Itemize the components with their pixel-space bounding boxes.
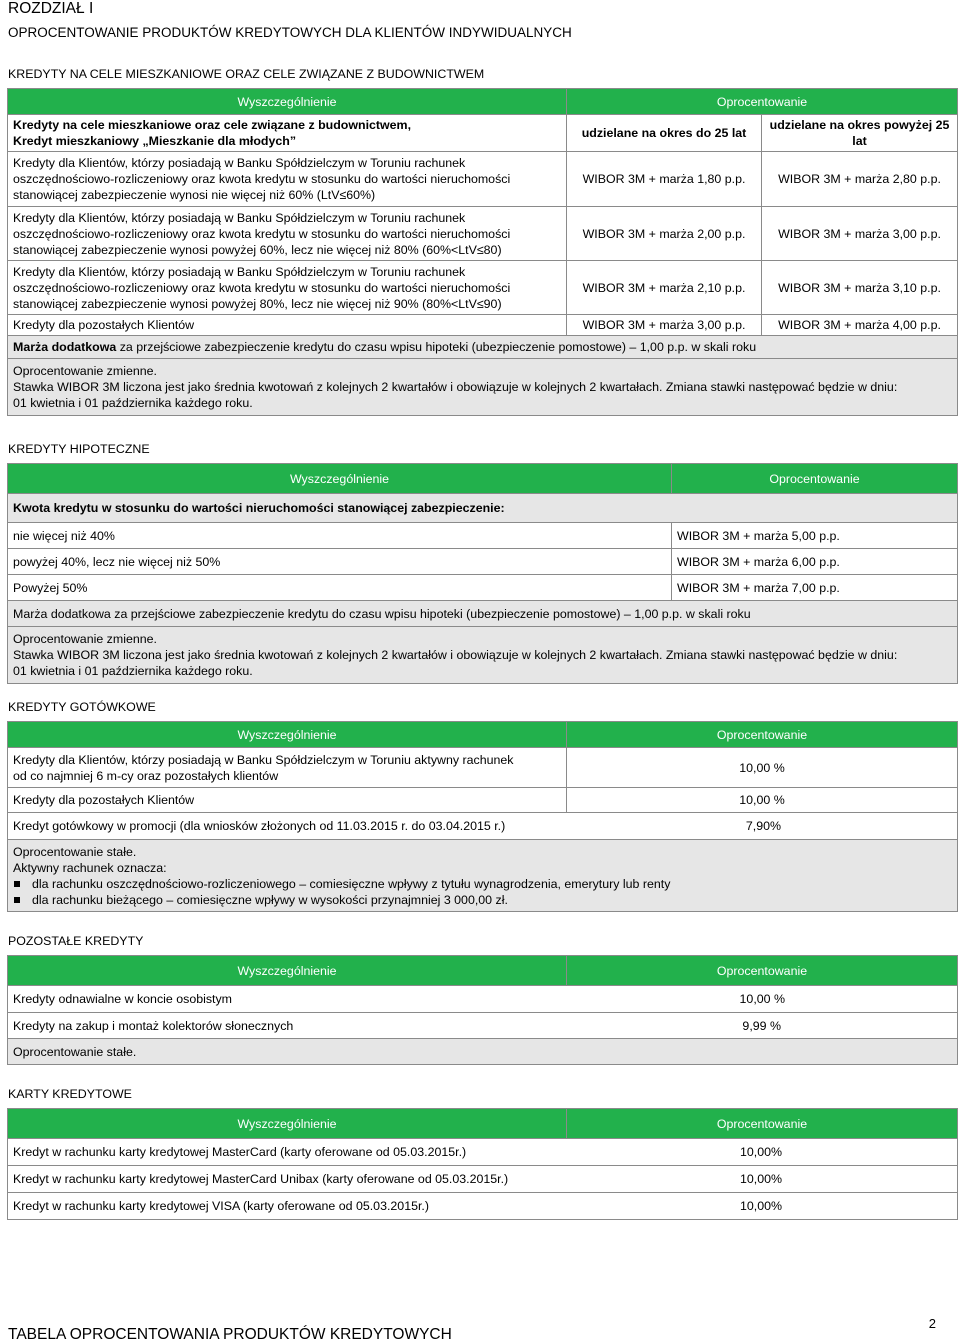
- row-text: Kredyty dla Klientów, którzy posiadają w Banku Spółdzielczym w Toruniu rachunek: [13, 210, 466, 225]
- rate-cell: 10,00%: [739, 1172, 782, 1186]
- bullet-item: [13, 876, 952, 892]
- table-row: [8, 1193, 958, 1220]
- margin-note: Marża dodatkowa za przejściowe zabezpieczenie kredytu do czasu wpisu hipoteki (ubezpieczenie pomostowe) – 1,00 p.p. w skali roku: [8, 601, 958, 627]
- rate-cell: 10,00%: [739, 1199, 782, 1213]
- rate-cell: 10,00 %: [739, 992, 785, 1006]
- rate-cell: 10,00 %: [567, 748, 958, 788]
- mortgage-product-line2: Kredyt mieszkaniowy „Mieszkanie dla młodych”: [13, 134, 297, 148]
- col-header-rate: Oprocentowanie: [672, 464, 958, 494]
- row-text: stanowiącej zabezpieczenie wynosi powyżej 80%, lecz nie więcej niż 90% (80%<LtV≤90): [13, 296, 502, 311]
- section-title-pozostale: POZOSTAŁE KREDYTY: [8, 934, 144, 948]
- col-header-detail: Wyszczególnienie: [8, 722, 567, 748]
- row-label: Kredyty odnawialne w koncie osobistym: [13, 992, 233, 1006]
- wibor-note-line: 01 kwietnia i 01 października każdego roku.: [13, 396, 253, 410]
- row-label: Kredyt gotówkowy w promocji (dla wniosków złożonych od 11.03.2015 r. do 03.04.2015 r.): [13, 819, 506, 833]
- table-row: [8, 1013, 958, 1039]
- rate-cell: WIBOR 3M + marża 4,00 p.p.: [762, 315, 958, 336]
- col-header-detail: Wyszczególnienie: [8, 1109, 567, 1139]
- row-label: Kredyt w rachunku karty kredytowej MasterCard Unibax (karty oferowane od 05.03.2015r.): [13, 1172, 509, 1186]
- table-row: [8, 575, 958, 601]
- variable-rate-label: Oprocentowanie zmienne.: [13, 364, 157, 378]
- rate-cell: WIBOR 3M + marża 3,10 p.p.: [762, 261, 958, 315]
- rate-note: [8, 359, 958, 416]
- section-title-mortgage: KREDYTY NA CELE MIESZKANIOWE ORAZ CELE ZWIĄZANE Z BUDOWNICTWEM: [8, 67, 485, 81]
- subcol-over-25: udzielane na okres powyżej 25 lat: [762, 115, 958, 152]
- bullet-text: dla rachunku oszczędnościowo-rozliczeniowego – comiesięczne wpływy z tytułu wynagrodzenia, emerytury lub renty: [32, 876, 671, 891]
- fixed-rate-label: Oprocentowanie stałe.: [8, 1039, 958, 1065]
- margin-note: [8, 336, 958, 359]
- margin-note-bold: Marża dodatkowa: [13, 340, 117, 354]
- table-row: [8, 549, 958, 575]
- col-header-rate: Oprocentowanie: [567, 1109, 958, 1139]
- table-row: [8, 523, 958, 549]
- rate-note: [8, 627, 958, 684]
- footer-title: TABELA OPROCENTOWANIA PRODUKTÓW KREDYTOWYCH: [8, 1326, 452, 1343]
- rate-cell: WIBOR 3M + marża 2,80 p.p.: [762, 152, 958, 207]
- rate-cell: WIBOR 3M + marża 3,00 p.p.: [762, 207, 958, 261]
- fixed-rate-label: Oprocentowanie stałe.: [13, 844, 137, 859]
- rate-cell: 10,00%: [739, 1145, 782, 1159]
- hipoteczne-subheader: Kwota kredytu w stosunku do wartości nieruchomości stanowiącej zabezpieczenie:: [8, 494, 958, 523]
- bullet-icon: [14, 897, 20, 903]
- rate-cell: 7,90%: [745, 819, 781, 833]
- section-title-gotowkowe: KREDYTY GOTÓWKOWE: [8, 700, 156, 714]
- variable-rate-label: Oprocentowanie zmienne.: [13, 632, 157, 646]
- mortgage-product-line1: Kredyty na cele mieszkaniowe oraz cele związane z budownictwem,: [13, 118, 412, 132]
- page-title: OPROCENTOWANIE PRODUKTÓW KREDYTOWYCH DLA KLIENTÓW INDYWIDUALNYCH: [8, 25, 572, 40]
- row-text: oszczędnościowo-rozliczeniowy oraz kwota kredytu w stosunku do wartości nieruchomości: [13, 226, 511, 241]
- col-header-detail: Wyszczególnienie: [8, 956, 567, 986]
- row-label: Powyżej 50%: [8, 575, 672, 601]
- bullet-item: [13, 892, 952, 908]
- rate-cell: WIBOR 3M + marża 2,10 p.p.: [567, 261, 762, 315]
- gotowkowe-note: [8, 840, 958, 912]
- row-text: Kredyty dla Klientów, którzy posiadają w Banku Spółdzielczym w Toruniu aktywny rachunek: [13, 752, 514, 767]
- wibor-note-line: Stawka WIBOR 3M liczona jest jako średnia kwotowań z kolejnych 2 kwartałów i obowiązuje w kolejnych 2 kwartałach. Zmiana stawki następować będzie w dniu:: [13, 648, 898, 662]
- rate-cell: WIBOR 3M + marża 6,00 p.p.: [672, 549, 958, 575]
- section-title-karty: KARTY KREDYTOWE: [8, 1087, 132, 1101]
- table-row: [8, 748, 958, 788]
- mortgage-product-cell: [8, 115, 567, 152]
- row-label: powyżej 40%, lecz nie więcej niż 50%: [8, 549, 672, 575]
- gotowkowe-table: [7, 721, 958, 912]
- row-text: oszczędnościowo-rozliczeniowy oraz kwota kredytu w stosunku do wartości nieruchomości: [13, 280, 511, 295]
- col-header-detail: Wyszczególnienie: [8, 89, 567, 115]
- mortgage-table: [7, 88, 958, 416]
- table-row: [8, 261, 958, 315]
- table-row: [8, 813, 958, 840]
- row-text: stanowiącej zabezpieczenie wynosi nie więcej niż 60% (LtV≤60%): [13, 188, 376, 202]
- bullet-text: dla rachunku bieżącego – comiesięczne wpływy w wysokości przynajmniej 3 000,00 zł.: [32, 892, 508, 907]
- rate-cell: WIBOR 3M + marża 3,00 p.p.: [567, 315, 762, 336]
- rate-cell: 9,99 %: [742, 1018, 781, 1033]
- row-text: Kredyty dla Klientów, którzy posiadają w Banku Spółdzielczym w Toruniu rachunek: [13, 156, 466, 170]
- rate-cell: WIBOR 3M + marża 7,00 p.p.: [672, 575, 958, 601]
- table-row: [8, 315, 958, 336]
- row-text: Kredyty dla Klientów, którzy posiadają w Banku Spółdzielczym w Toruniu rachunek: [13, 264, 466, 279]
- rate-cell: WIBOR 3M + marża 1,80 p.p.: [567, 152, 762, 207]
- row-label: Kredyty na zakup i montaż kolektorów słonecznych: [13, 1018, 294, 1033]
- table-row: [8, 1166, 958, 1193]
- row-label: Kredyty dla pozostałych Klientów: [8, 315, 567, 336]
- table-row: [8, 207, 958, 261]
- wibor-note-line: Stawka WIBOR 3M liczona jest jako średnia kwotowań z kolejnych 2 kwartałów i obowiązuje w kolejnych 2 kwartałach. Zmiana stawki następować będzie w dniu:: [13, 380, 898, 394]
- active-account-title: Aktywny rachunek oznacza:: [13, 860, 167, 875]
- table-row: [8, 986, 958, 1013]
- section-title-hipoteczne: KREDYTY HIPOTECZNE: [8, 442, 150, 456]
- row-text: stanowiącej zabezpieczenie wynosi powyżej 60%, lecz nie więcej niż 80% (60%<LtV≤80): [13, 242, 502, 257]
- rate-cell: WIBOR 3M + marża 5,00 p.p.: [672, 523, 958, 549]
- col-header-detail: Wyszczególnienie: [8, 464, 672, 494]
- page-number: 2: [928, 1316, 936, 1331]
- col-header-rate: Oprocentowanie: [567, 956, 958, 986]
- karty-table: [7, 1108, 958, 1220]
- bullet-icon: [14, 881, 20, 887]
- rate-cell: 10,00 %: [567, 788, 958, 813]
- hipoteczne-table: [7, 463, 958, 684]
- row-text: oszczędnościowo-rozliczeniowy oraz kwota kredytu w stosunku do wartości nieruchomości: [13, 172, 511, 186]
- col-header-rate: Oprocentowanie: [567, 89, 958, 115]
- margin-note-text: za przejściowe zabezpieczenie kredytu do czasu wpisu hipoteki (ubezpieczenie pomostowe) – 1,00 p.p. w skali roku: [116, 340, 757, 354]
- chapter-heading: ROZDZIAŁ I: [8, 0, 94, 17]
- col-header-rate: Oprocentowanie: [567, 722, 958, 748]
- pozostale-table: [7, 955, 958, 1065]
- wibor-note-line: 01 kwietnia i 01 października każdego roku.: [13, 664, 253, 678]
- rate-cell: WIBOR 3M + marża 2,00 p.p.: [567, 207, 762, 261]
- table-row: [8, 788, 958, 813]
- row-label: nie więcej niż 40%: [8, 523, 672, 549]
- subcol-up-to-25: udzielane na okres do 25 lat: [567, 115, 762, 152]
- row-label: Kredyt w rachunku karty kredytowej MasterCard (karty oferowane od 05.03.2015r.): [13, 1145, 467, 1159]
- row-text: od co najmniej 6 m-cy oraz pozostałych klientów: [13, 768, 279, 783]
- table-row: [8, 152, 958, 207]
- row-label: Kredyt w rachunku karty kredytowej VISA (karty oferowane od 05.03.2015r.): [13, 1199, 429, 1213]
- table-row: [8, 1139, 958, 1166]
- row-label: Kredyty dla pozostałych Klientów: [8, 788, 567, 813]
